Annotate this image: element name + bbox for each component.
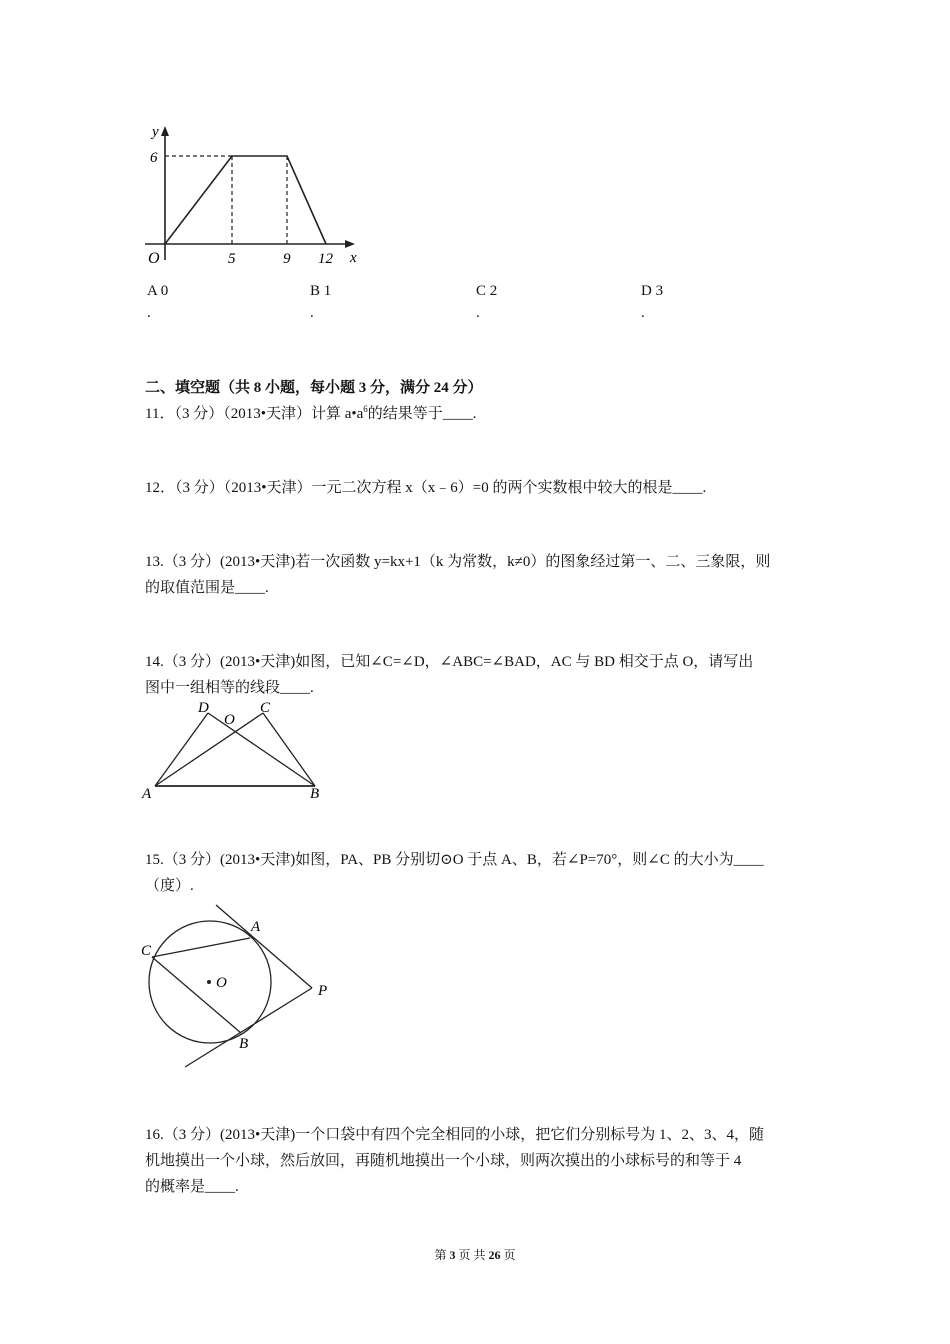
page-footer: 第 3 页 共 26 页	[434, 1248, 516, 1262]
label-d: D	[198, 700, 209, 716]
y-axis-arrow	[161, 126, 169, 136]
tangent-pa	[216, 905, 312, 988]
y-axis-label: y	[152, 124, 159, 140]
question-11: 11．（3 分）（2013•天津）计算 $a•a^6$的结果等于____.	[145, 404, 477, 422]
option-d-dot: .	[641, 305, 645, 321]
option-a[interactable]: A 0	[147, 283, 169, 299]
x-tick-5: 5	[228, 251, 236, 267]
function-graph	[140, 120, 370, 270]
segment-ac	[155, 713, 263, 786]
x-tick-9: 9	[283, 251, 291, 267]
section-title: 二、填空题（共 8 小题，每小题 3 分，满分 24 分）	[145, 380, 483, 396]
label-b: B	[239, 1036, 249, 1052]
chord-cb	[152, 957, 241, 1033]
q14-figure	[138, 696, 338, 806]
option-c[interactable]: C 2	[476, 283, 498, 299]
x-axis-label: x	[350, 250, 357, 266]
current-page: 3	[449, 1248, 456, 1262]
question-12: 12．（3 分）（2013•天津）一元二次方程 x（x﹣6）=0 的两个实数根中较大的根是____.	[145, 480, 707, 496]
x-tick-12: 12	[318, 251, 333, 267]
question-16-line1: 16.（3 分）(2013•天津)一个口袋中有四个完全相同的小球，把它们分别标号为 1、2、3、4，随	[145, 1127, 764, 1143]
label-o: O	[216, 975, 227, 991]
label-o: O	[224, 712, 235, 728]
option-b-dot: .	[310, 305, 314, 321]
question-16-line2: 机地摸出一个小球，然后放回，再随机地摸出一个小球，则两次摸出的小球标号的和等于 4	[145, 1153, 742, 1169]
tangent-pb	[185, 988, 312, 1067]
question-13-line2: 的取值范围是____.	[145, 580, 269, 596]
question-15-line2: （度）.	[145, 878, 194, 894]
label-a: A	[251, 919, 261, 935]
total-pages: 26	[488, 1248, 501, 1262]
segment-ad	[155, 713, 208, 786]
q15-figure	[135, 895, 345, 1075]
question-16-line3: 的概率是____.	[145, 1179, 239, 1195]
segment-bc	[263, 713, 315, 786]
option-b[interactable]: B 1	[310, 283, 332, 299]
question-15-line1: 15.（3 分）(2013•天津)如图，PA、PB 分别切⊙O 于点 A、B，若∠P=70°，则∠C 的大小为____	[145, 852, 764, 868]
x-axis-arrow	[345, 240, 355, 248]
graph-line	[165, 156, 326, 244]
label-c: C	[260, 700, 271, 716]
label-c: C	[141, 943, 152, 959]
option-a-dot: .	[147, 305, 151, 321]
label-b: B	[310, 786, 320, 802]
origin-label: O	[148, 250, 160, 267]
question-13-line1: 13.（3 分）(2013•天津)若一次函数 y=kx+1（k 为常数，k≠0）的图象经过第一、二、三象限，则	[145, 554, 771, 570]
question-14-line1: 14.（3 分）(2013•天津)如图，已知∠C=∠D，∠ABC=∠BAD，AC 与 BD 相交于点 O，请写出	[145, 654, 754, 670]
label-p: P	[318, 983, 328, 999]
chord-ca	[152, 938, 250, 957]
label-a: A	[142, 786, 152, 802]
y-tick-6: 6	[150, 150, 158, 166]
option-c-dot: .	[476, 305, 480, 321]
option-d[interactable]: D 3	[641, 283, 664, 299]
center-point	[207, 980, 211, 984]
question-14-line2: 图中一组相等的线段____.	[145, 680, 314, 696]
